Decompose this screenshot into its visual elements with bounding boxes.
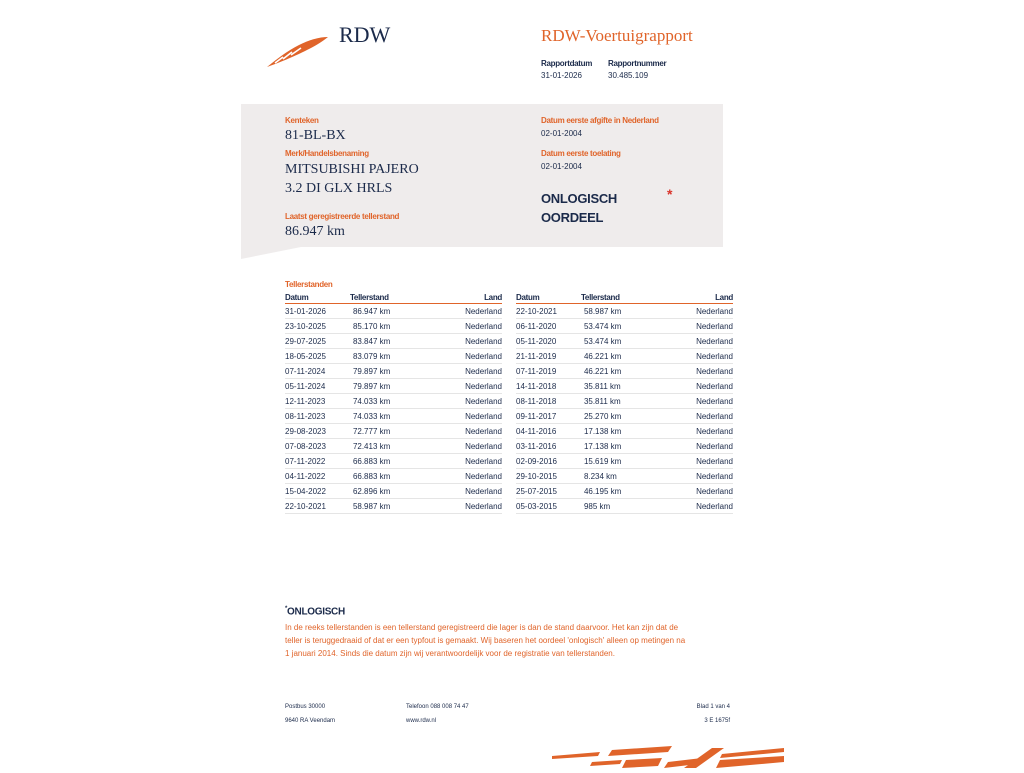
cell-reading: 25.270 km (581, 409, 653, 424)
rdw-stripes-graphic (552, 746, 784, 768)
cell-reading: 85.170 km (350, 319, 422, 334)
cell-date: 08-11-2023 (285, 409, 350, 424)
rdw-feather-icon (265, 33, 331, 69)
cell-reading: 15.619 km (581, 454, 653, 469)
cell-date: 22-10-2021 (285, 499, 350, 514)
cell-reading: 83.079 km (350, 349, 422, 364)
column-header-country: Land (653, 292, 733, 304)
verdict-line1: ONLOGISCH (541, 191, 618, 206)
cell-date: 22-10-2021 (516, 304, 581, 319)
cell-reading: 8.234 km (581, 469, 653, 484)
plate-value: 81-BL-BX (285, 128, 346, 143)
footnote-title-text: ONLOGISCH (287, 606, 345, 618)
make-label: Merk/Handelsbenaming (285, 149, 369, 158)
cell-date: 31-01-2026 (285, 304, 350, 319)
odometer-table-left (285, 292, 502, 514)
cell-date: 21-11-2019 (516, 349, 581, 364)
cell-reading: 46.221 km (581, 349, 653, 364)
cell-reading: 17.138 km (581, 424, 653, 439)
cell-date: 07-11-2019 (516, 364, 581, 379)
table-header-row (516, 292, 733, 304)
cell-country: Nederland (653, 484, 733, 499)
cell-date: 29-07-2025 (285, 334, 350, 349)
footnote-line3: 1 januari 2014. Sinds die datum zijn wij verantwoordelijk voor de registratie van tellerstanden. (285, 649, 615, 658)
odometer-label: Laatst geregistreerde tellerstand (285, 212, 400, 221)
cell-country: Nederland (653, 394, 733, 409)
cell-date: 08-11-2018 (516, 394, 581, 409)
first-nl-value: 02-01-2004 (541, 129, 582, 138)
plate-label: Kenteken (285, 116, 319, 125)
cell-country: Nederland (653, 364, 733, 379)
column-header-reading: Tellerstand (350, 292, 422, 304)
cell-country: Nederland (653, 424, 733, 439)
cell-reading: 74.033 km (350, 409, 422, 424)
table-row (285, 304, 502, 319)
report-title: RDW-Voertuigrapport (541, 26, 693, 45)
cell-country: Nederland (422, 334, 502, 349)
first-nl-label: Datum eerste afgifte in Nederland (541, 116, 659, 125)
table-row (285, 364, 502, 379)
cell-country: Nederland (653, 319, 733, 334)
cell-country: Nederland (422, 424, 502, 439)
cell-country: Nederland (653, 439, 733, 454)
table-row (285, 394, 502, 409)
table-row (516, 319, 733, 334)
footnote-line1: In de reeks tellerstanden is een tellerstand geregistreerd die lager is dan de stand daarvoor. Het kan zijn dat de (285, 623, 679, 632)
table-row (516, 349, 733, 364)
report-date-label: Rapportdatum (541, 59, 593, 68)
cell-reading: 17.138 km (581, 439, 653, 454)
cell-country: Nederland (653, 469, 733, 484)
cell-date: 23-10-2025 (285, 319, 350, 334)
cell-reading: 35.811 km (581, 379, 653, 394)
cell-reading: 79.897 km (350, 364, 422, 379)
cell-reading: 74.033 km (350, 394, 422, 409)
cell-date: 25-07-2015 (516, 484, 581, 499)
table-row (285, 409, 502, 424)
table-row (285, 469, 502, 484)
cell-country: Nederland (422, 349, 502, 364)
table-row (285, 319, 502, 334)
cell-country: Nederland (653, 499, 733, 514)
make-line2: 3.2 DI GLX HRLS (285, 181, 393, 196)
cell-date: 07-11-2022 (285, 454, 350, 469)
cell-country: Nederland (653, 379, 733, 394)
cell-country: Nederland (422, 394, 502, 409)
cell-date: 05-11-2024 (285, 379, 350, 394)
table-row (285, 499, 502, 514)
footer-page: Blad 1 van 4 (696, 704, 730, 710)
cell-date: 18-05-2025 (285, 349, 350, 364)
cell-country: Nederland (653, 334, 733, 349)
cell-reading: 46.221 km (581, 364, 653, 379)
cell-country: Nederland (653, 304, 733, 319)
column-header-country: Land (422, 292, 502, 304)
cell-reading: 83.847 km (350, 334, 422, 349)
table-row (516, 499, 733, 514)
make-line1: MITSUBISHI PAJERO (285, 162, 419, 177)
cell-reading: 72.413 km (350, 439, 422, 454)
table-row (516, 394, 733, 409)
footer-address2: 9640 RA Veendam (285, 718, 336, 724)
footer-address1: Postbus 30000 (285, 704, 326, 710)
table-row (516, 469, 733, 484)
table-row (516, 424, 733, 439)
table-row (285, 424, 502, 439)
table-row (285, 454, 502, 469)
table-header-row (285, 292, 502, 304)
cell-country: Nederland (422, 454, 502, 469)
first-admission-value: 02-01-2004 (541, 162, 582, 171)
panel-tail (241, 247, 301, 259)
cell-country: Nederland (653, 454, 733, 469)
table-row (516, 454, 733, 469)
cell-date: 07-11-2024 (285, 364, 350, 379)
odometer-table-right (516, 292, 733, 514)
table-row (285, 379, 502, 394)
rdw-logo (265, 33, 331, 69)
cell-date: 05-11-2020 (516, 334, 581, 349)
cell-reading: 53.474 km (581, 319, 653, 334)
cell-date: 04-11-2016 (516, 424, 581, 439)
cell-reading: 58.987 km (350, 499, 422, 514)
odometer-section-title: Tellerstanden (285, 280, 333, 289)
cell-country: Nederland (422, 499, 502, 514)
cell-reading: 985 km (581, 499, 653, 514)
cell-date: 12-11-2023 (285, 394, 350, 409)
cell-reading: 79.897 km (350, 379, 422, 394)
cell-date: 05-03-2015 (516, 499, 581, 514)
cell-reading: 53.474 km (581, 334, 653, 349)
column-header-date: Datum (516, 292, 581, 304)
cell-country: Nederland (653, 409, 733, 424)
cell-country: Nederland (653, 349, 733, 364)
cell-reading: 35.811 km (581, 394, 653, 409)
cell-country: Nederland (422, 364, 502, 379)
cell-date: 02-09-2016 (516, 454, 581, 469)
column-header-date: Datum (285, 292, 350, 304)
cell-country: Nederland (422, 484, 502, 499)
table-row (285, 439, 502, 454)
cell-reading: 86.947 km (350, 304, 422, 319)
cell-country: Nederland (422, 409, 502, 424)
table-row (285, 334, 502, 349)
table-row (285, 349, 502, 364)
cell-date: 29-08-2023 (285, 424, 350, 439)
footer-website: www.rdw.nl (406, 718, 437, 724)
footnote-marker: * (285, 606, 288, 612)
rdw-brand: RDW (339, 22, 391, 47)
report-number: 30.485.109 (608, 71, 649, 80)
first-admission-label: Datum eerste toelating (541, 149, 621, 158)
cell-date: 15-04-2022 (285, 484, 350, 499)
table-row (516, 364, 733, 379)
cell-reading: 46.195 km (581, 484, 653, 499)
report-date: 31-01-2026 (541, 71, 582, 80)
cell-date: 07-08-2023 (285, 439, 350, 454)
cell-date: 09-11-2017 (516, 409, 581, 424)
cell-reading: 62.896 km (350, 484, 422, 499)
odometer-value: 86.947 km (285, 224, 345, 239)
cell-reading: 72.777 km (350, 424, 422, 439)
table-row (516, 379, 733, 394)
cell-country: Nederland (422, 469, 502, 484)
cell-reading: 66.883 km (350, 454, 422, 469)
cell-reading: 66.883 km (350, 469, 422, 484)
table-row (516, 439, 733, 454)
cell-country: Nederland (422, 304, 502, 319)
footer-code: 3 E 1675f (704, 718, 730, 724)
cell-country: Nederland (422, 439, 502, 454)
cell-country: Nederland (422, 319, 502, 334)
cell-country: Nederland (422, 379, 502, 394)
table-row (516, 304, 733, 319)
cell-date: 29-10-2015 (516, 469, 581, 484)
verdict-line2: OORDEEL (541, 210, 604, 225)
verdict-marker: * (667, 186, 673, 202)
table-row (516, 334, 733, 349)
cell-date: 14-11-2018 (516, 379, 581, 394)
table-row (285, 484, 502, 499)
cell-date: 06-11-2020 (516, 319, 581, 334)
footer-phone: Telefoon 088 008 74 47 (406, 704, 469, 710)
column-header-reading: Tellerstand (581, 292, 653, 304)
cell-date: 04-11-2022 (285, 469, 350, 484)
table-row (516, 484, 733, 499)
cell-reading: 58.987 km (581, 304, 653, 319)
footnote-title (285, 606, 345, 617)
cell-date: 03-11-2016 (516, 439, 581, 454)
footnote-line2: teller is teruggedraaid of dat er een typfout is gemaakt. Wij baseren het oordeel 'onlogisch' alleen op metingen na (285, 636, 686, 645)
report-number-label: Rapportnummer (608, 59, 667, 68)
table-row (516, 409, 733, 424)
